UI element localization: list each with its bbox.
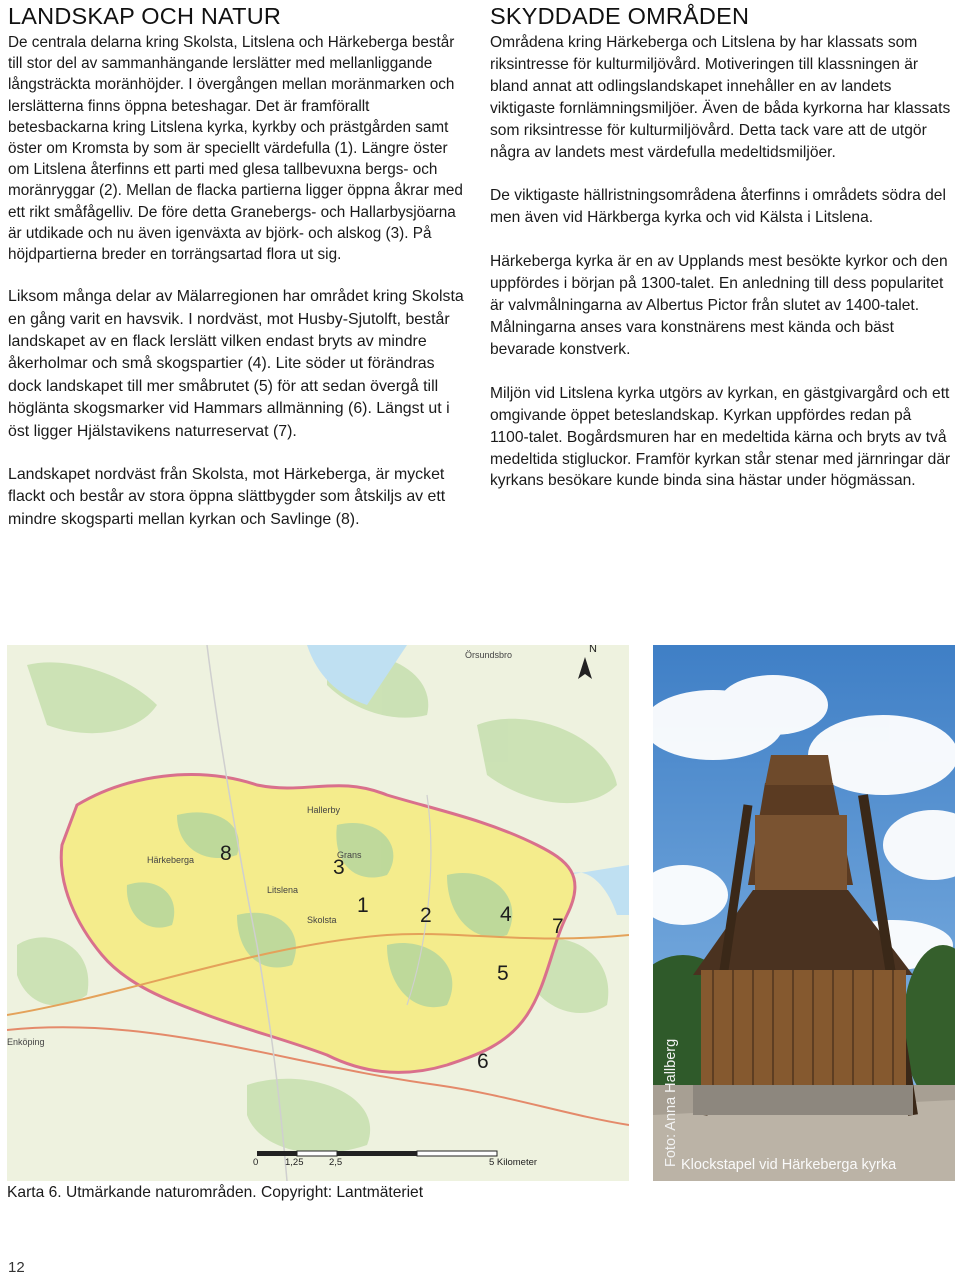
place-label: Örsundsbro [465, 650, 513, 660]
paragraph-landskap-2: Liksom många delar av Mälarregionen har området kring Skolsta en gång varit en havsvik. I nordväst, mot Husby-Sjutolft, består landskapet av en flack lerslätt vilken endast bryts av mindre åkerholmar och små skogspartier (4). Lite söder ut förändras dock landskapet till mer småbrutet (5) för att sedan övergå till höglänta skogsmarker vid Hammars allmänning (6). Längst ut i öst ligger Hjälstavikens naturreservat (7). [8, 288, 464, 440]
map-caption: Karta 6. Utmärkande naturområden. Copyright: Lantmäteriet [7, 1184, 424, 1201]
bell-tower-photo [653, 645, 955, 1181]
scale-tick: 1,25 [285, 1157, 304, 1168]
north-label: N [589, 645, 597, 655]
area-number-1: 1 [357, 894, 369, 917]
area-number-8: 8 [220, 842, 232, 865]
area-number-3: 3 [333, 856, 345, 879]
area-number-6: 6 [477, 1050, 489, 1073]
area-number-5: 5 [497, 962, 509, 985]
nature-areas-map [7, 645, 629, 1181]
scale-tick: 2,5 [329, 1157, 343, 1168]
right-column [490, 0, 952, 514]
scale-tick: 5 Kilometer [489, 1157, 538, 1168]
paragraph-skyddade-2: De viktigaste hällristningsområdena återfinns i områdets södra del men även vid Härkberga kyrka och vid Kälsta i Litslena. [490, 187, 946, 227]
area-number-2: 2 [420, 904, 432, 927]
area-number-4: 4 [500, 903, 512, 926]
photo-graphic [653, 645, 955, 1181]
place-label: Grans [337, 850, 362, 860]
place-label: Skolsta [307, 915, 337, 925]
section-heading-landskap: LANDSKAP OCH NATUR [8, 3, 282, 29]
page-number: 12 [8, 1259, 25, 1276]
paragraph-skyddade-1: Områdena kring Härkeberga och Litslena by har klassats som riksintresse för kulturmiljövård. Motiveringen till klassningen är bland annat att odlingslandskapet innehåller en av landets viktigaste fornlämningsmiljöer. Även de båda kyrkorna har klassats som riksintresse för kulturmiljövård. Detta tack vare att de utgör några av landets mest värdefulla medeltidsmiljöer. [490, 34, 951, 161]
place-label: Litslena [267, 885, 299, 895]
paragraph-skyddade-3: Härkeberga kyrka är en av Upplands mest besökte kyrkor och den uppfördes i början på 1300-talet. En anledning till dess popularitet är valvmålningarna av Albertus Pictor från slutet av 1400-talet. Målningarna anses vara konstnärens mest kända och bäst bevarade konstverk. [490, 253, 948, 358]
area-number-7: 7 [552, 915, 564, 938]
paragraph-landskap-1: De centrala delarna kring Skolsta, Litslena och Härkeberga består till stor del av sammanhängande lerslätter med mellanliggande långsträckta moränhöjder. I övergången mellan moränmarken och lerslätterna finns öppna beteshagar. Det är framförallt betesbackarna kring Litslena kyrka, kyrkby och prästgården samt öster om Kromsta by som är speciellt värdefulla (1). Längre öster om Litslena återfinns ett parti med glesa tallbevuxna bergs- och moränryggar (2). Mellan de flacka partierna ligger öppna åkrar med ett rikt småfågelliv. De före detta Granebergs- och Hallarbysjöarna är utdikade och nu även igenväxta av björk- och alskog (3). På höjdpartierna breder en torrängsartad flora ut sig. [8, 34, 463, 264]
left-column [8, 0, 472, 552]
section-heading-skyddade: SKYDDADE OMRÅDEN [490, 3, 750, 29]
place-label: Hallerby [307, 805, 341, 815]
map-graphic [7, 645, 629, 1181]
paragraph-skyddade-4: Miljön vid Litslena kyrka utgörs av kyrkan, en gästgivargård och ett omgivande öppet beteslandskap. Kyrkan uppfördes redan på 1100-talet. Bogårdsmuren har en medeltida kärna och bryts av två medeltida stigluckor. Framför kyrkan står stenar med järnringar där kyrkans besökare kunde binda sina hästar under högmässan. [490, 384, 951, 490]
scale-bar [257, 1151, 497, 1156]
photo-credit: Foto: Anna Hallberg [663, 1038, 679, 1167]
photo-caption: Klockstapel vid Härkeberga kyrka [681, 1157, 897, 1173]
scale-tick: 0 [253, 1157, 259, 1168]
paragraph-landskap-3: Landskapet nordväst från Skolsta, mot Härkeberga, är mycket flackt och består av stora öppna slättbygder som åtskiljs av ett mindre skogsparti mellan kyrkan och Savlinge (8). [8, 466, 446, 528]
place-label: Enköping [7, 1037, 45, 1047]
place-label: Härkeberga [147, 855, 195, 865]
